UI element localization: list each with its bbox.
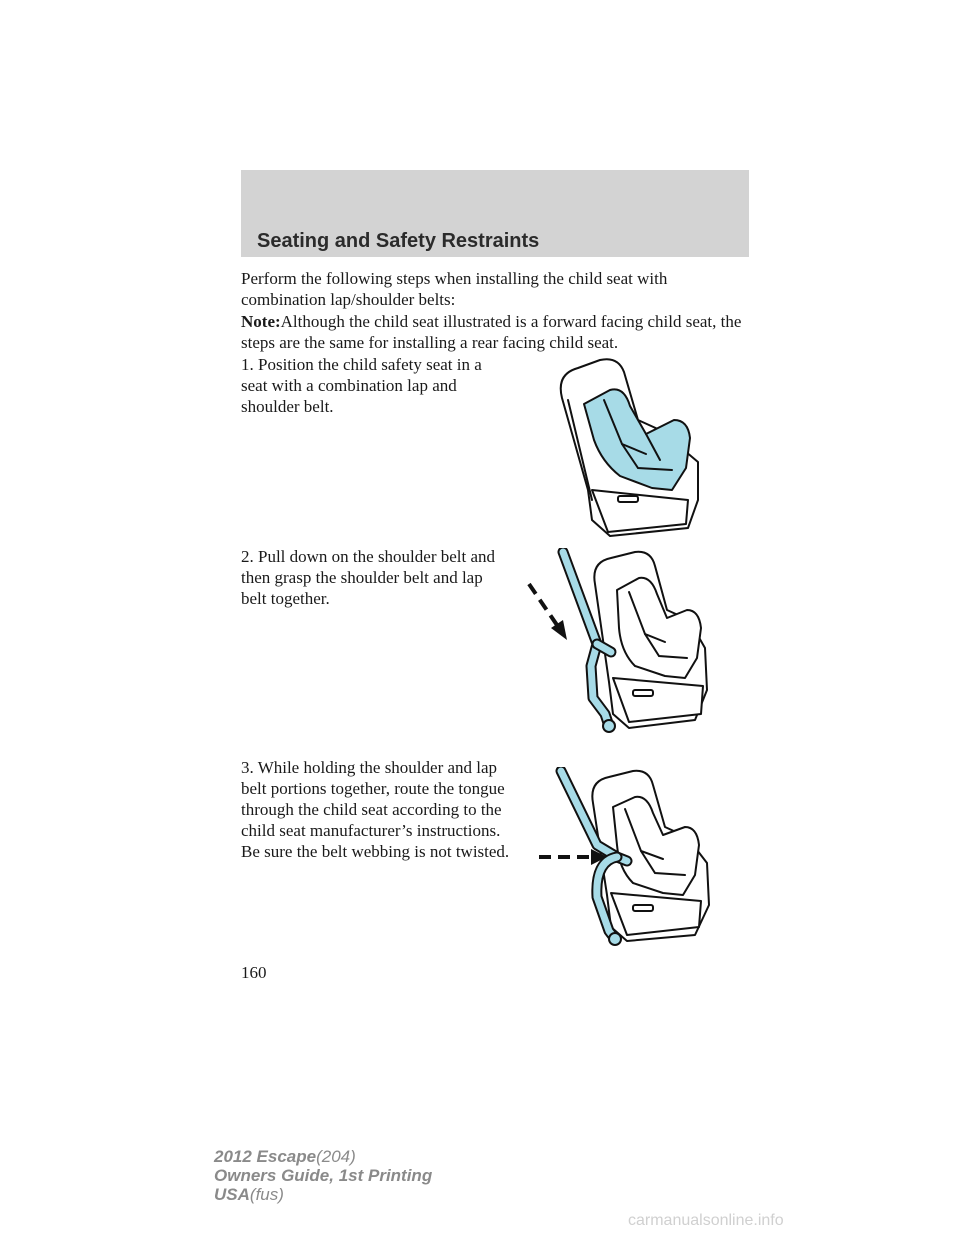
section-title: Seating and Safety Restraints [257, 230, 540, 252]
footer-model-code: (204) [316, 1147, 356, 1166]
footer-region: USA [214, 1185, 250, 1204]
step-3-text: 3. While holding the shoulder and lap belt portions together, route the tongue through the child seat according to the child seat manufacturer’s instructions. Be sure the belt webbing is not twisted. [241, 758, 510, 861]
step-1-text: 1. Position the child safety seat in a seat with a combination lap and shoulder belt. [241, 355, 482, 416]
note-text: Although the child seat illustrated is a forward facing child seat, the steps are the same for installing a rear facing child seat. [241, 312, 742, 352]
section-header-band [241, 170, 749, 257]
footer-guide: Owners Guide, 1st Printing [214, 1166, 433, 1185]
note-paragraph [241, 311, 751, 353]
footer-print-info [214, 1147, 432, 1204]
pull-shoulder-belt-illustration [525, 548, 715, 738]
step-2-text: 2. Pull down on the shoulder belt and then grasp the shoulder belt and lap belt together. [241, 547, 496, 608]
child-seat-position-illustration [548, 350, 708, 540]
watermark: carmanualsonline.info [628, 1212, 784, 1229]
footer-line-1 [214, 1147, 432, 1166]
page-number: 160 [241, 963, 267, 982]
footer-region-code: (fus) [249, 1185, 284, 1204]
intro-paragraph: Perform the following steps when installing the child seat with combination lap/shoulder belts: [241, 269, 668, 309]
footer-model: 2012 Escape [214, 1147, 317, 1166]
route-tongue-illustration [535, 767, 715, 947]
note-label: Note: [241, 312, 281, 331]
footer-line-3 [214, 1185, 432, 1204]
